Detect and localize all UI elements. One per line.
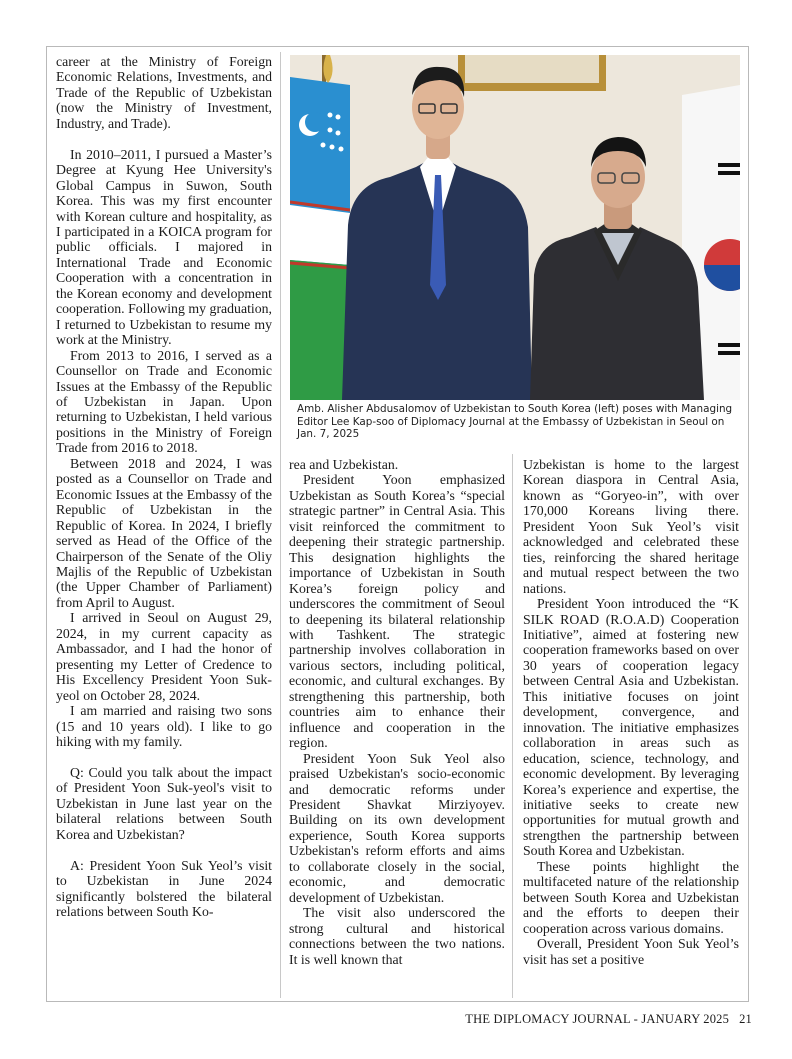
article-paragraph: rea and Uzbekistan. bbox=[289, 457, 399, 472]
photo-illustration bbox=[290, 55, 740, 400]
page-number: 21 bbox=[739, 1012, 752, 1026]
article-paragraph: Between 2018 and 2024, I was posted as a Counsellor on Trade and Economic Issues at the Embassy of the Republic of Uzbekistan in the Republic of Korea. In 2024, I briefly served as Head of the Office of the Chairperson of the Senate of the Oliy Majlis of the Republic of Uzbekistan (the Upper Chamber of Parliament) from April to August. bbox=[56, 455, 272, 610]
article-paragraph: President Yoon Suk Yeol also praised Uzbekistan's socio-economic and democratic reforms under President Shavkat Mirziyoyev. Building on its own development experience, South Korea supports Uzbekistan's reform efforts and aims to collaborate closely in the social, economic, and democratic development of Uzbekistan. bbox=[289, 750, 505, 905]
article-paragraph: President Yoon emphasized Uzbekistan as South Korea’s “special strategic partner” in Central Asia. This visit reinforced the commitment to deepening their strategic partnership. This designation highlights the importance of Uzbekistan in South Korea’s foreign policy and underscores the commitment of Seoul to deepening its bilateral relationship with Tashkent. The strategic partnership involves collaboration in various sectors, including political, economic, and cultural exchanges. By strengthening this partnership, both countries aim to enhance their influence and cooperation in the region. bbox=[289, 472, 505, 751]
article-paragraph: These points highlight the multifaceted nature of the relationship between South Korea and Uzbekistan and the efforts to deepen their cooperation across various domains. bbox=[523, 858, 739, 936]
interview-answer: A: President Yoon Suk Yeol’s visit to Uzbekistan in June 2024 significantly bolstered the bilateral relations between South Ko- bbox=[56, 857, 272, 920]
article-paragraph: The visit also underscored the strong cultural and historical connections between the two nations. It is well known that bbox=[289, 905, 505, 967]
interview-question: Q: Could you talk about the impact of President Yoon Suk-yeol's visit to Uzbekistan in June last year on the bilateral relations between South Korea and Uzbekistan? bbox=[56, 764, 272, 842]
article-paragraph: I am married and raising two sons (15 and 10 years old). I like to go hiking with my family. bbox=[56, 703, 272, 749]
article-paragraph: Overall, President Yoon Suk Yeol’s visit has set a positive bbox=[523, 936, 739, 967]
article-photo bbox=[290, 55, 740, 400]
article-paragraph: President Yoon introduced the “K SILK ROAD (R.O.A.D) Cooperation Initiative”, aimed at fostering new cooperation frameworks based on over 30 years of cooperation legacy between Central Asia and Uzbekistan. This initiative focuses on joint development, convergence, and innovation. The initiative emphasizes collaboration in areas such as education, science, technology, and economic development. By leveraging Korea’s experience and expertise, the initiative seeks to create new opportunities for mutual growth and strengthen the partnership between South Korea and Uzbekistan. bbox=[523, 596, 739, 859]
column-divider bbox=[512, 454, 513, 998]
article-column-3 bbox=[523, 457, 739, 967]
article-column-2 bbox=[289, 457, 505, 967]
article-paragraph: I arrived in Seoul on August 29, 2024, in my current capacity as Ambassador, and I had the honor of presenting my Letter of Credence to His Excellency President Yoon Suk-yeol on October 28, 2024. bbox=[56, 610, 272, 703]
article-paragraph: career at the Ministry of Foreign Economic Relations, Investments, and Trade of the Republic of Uzbekistan (now the Ministry of Investment, Industry, and Trade). bbox=[56, 54, 272, 131]
page-footer bbox=[465, 1012, 752, 1027]
photo-caption: Amb. Alisher Abdusalomov of Uzbekistan to South Korea (left) poses with Managing Editor Lee Kap-soo of Diplomacy Journal at the Embassy of Uzbekistan in Seoul on Jan. 7, 2025 bbox=[297, 403, 733, 441]
article-paragraph: Uzbekistan is home to the largest Korean diaspora in Central Asia, known as “Goryeo-in”, with over 170,000 Koreans living there. President Yoon Suk Yeol’s visit acknowledged and celebrated these ties, reinforcing the shared heritage and mutual respect between the two nations. bbox=[523, 457, 739, 596]
publication-name: THE DIPLOMACY JOURNAL - JANUARY 2025 bbox=[465, 1012, 730, 1026]
article-paragraph: From 2013 to 2016, I served as a Counsellor on Trade and Economic Issues at the Embassy of the Republic of Uzbekistan in Japan. Upon returning to Uzbekistan, I held various positions in the Ministry of Foreign Trade from 2016 to 2018. bbox=[56, 347, 272, 456]
article-paragraph: In 2010–2011, I pursued a Master’s Degree at Kyung Hee University's Global Campus in Suwon, South Korea. This was my first encounter with Korean culture and hospitality, as I participated in a KOICA program for public officials. I majored in International Trade and Economic Cooperation with a concentration in the Korean economy and development cooperation. Following my graduation, I returned to Uzbekistan to resume my work at the Ministry. bbox=[56, 146, 272, 348]
column-divider bbox=[280, 52, 281, 998]
article-column-1 bbox=[56, 54, 272, 920]
